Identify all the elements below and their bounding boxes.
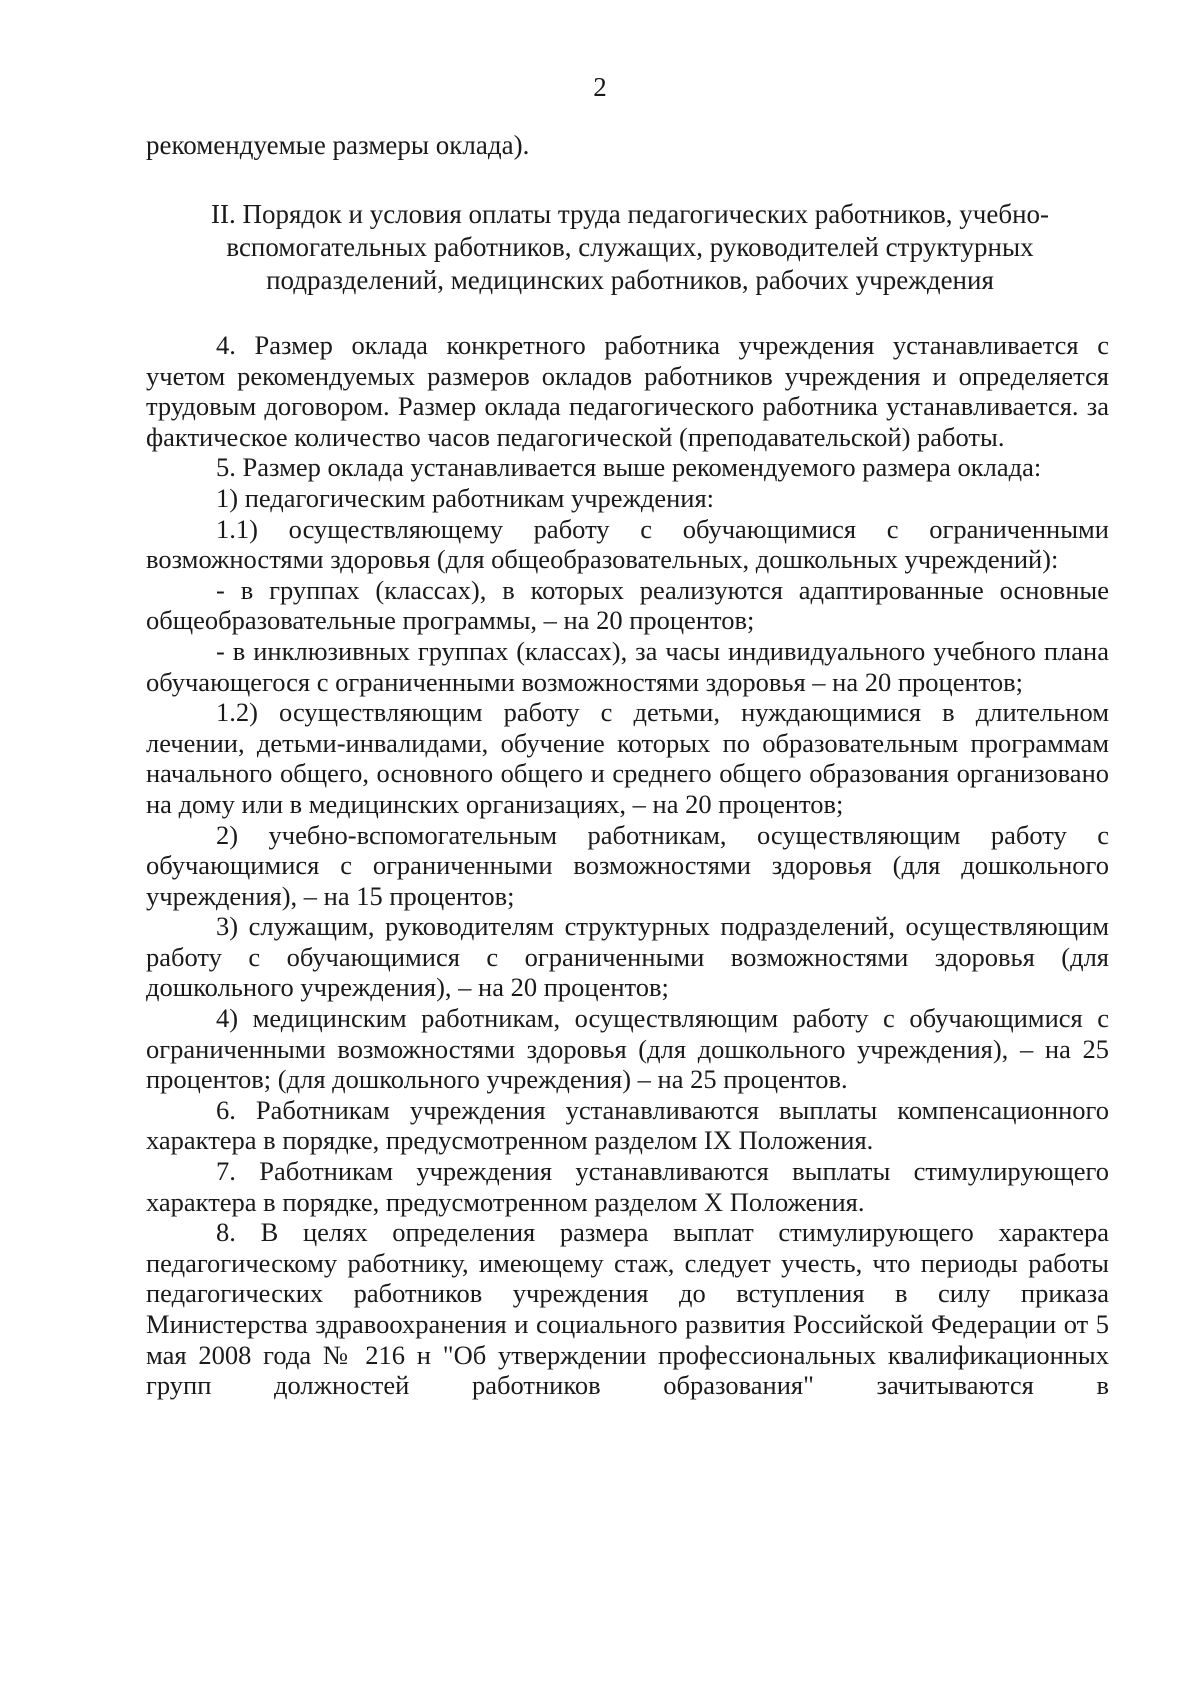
continued-text-fragment: рекомендуемые размеры оклада). — [146, 130, 530, 160]
paragraph-item-5: 5. Размер оклада устанавливается выше рекомендуемого размера оклада: — [216, 452, 1042, 483]
section-heading-line: подразделений, медицинских работников, рабочих учреждения — [266, 265, 994, 295]
paragraph-subitem-3: 3) служащим, руководителям структурных подразделений, осуществляющим работу с обучающимися с ограниченными возможностями здоровья (для дошкольного учреждения), – на 20 процентов; — [146, 911, 1109, 1003]
paragraph-subitem-1-1: 1.1) осуществляющему работу с обучающимися с ограниченными возможностями здоровья (для общеобразовательных, дошкольных учреждений): — [146, 513, 1109, 575]
paragraph-subitem-2: 2) учебно-вспомогательным работникам, осуществляющим работу с обучающимися с ограниченными возможностями здоровья (для дошкольного учреждения), – на 15 процентов; — [146, 819, 1109, 911]
paragraph-subitem-4: 4) медицинским работникам, осуществляющим работу с обучающимися с ограниченными возможностями здоровья (для дошкольного учреждения), – на 25 процентов; (для дошкольного учреждения) – на 25 процентов. — [146, 1003, 1109, 1095]
body-text — [146, 330, 1109, 1401]
paragraph-item-7: 7. Работникам учреждения устанавливаются выплаты стимулирующего характера в порядке, предусмотренном разделом X Положения. — [146, 1156, 1109, 1217]
paragraph-dash-groups: - в группах (классах), в которых реализуются адаптированные основные общеобразовательные программы, – на 20 процентов; — [146, 574, 1109, 636]
paragraph-item-4: 4. Размер оклада конкретного работника учреждения устанавливается с учетом рекомендуемых размеров окладов работников учреждения и определяется трудовым договором. Размер оклада педагогического работника устанавливается. за фактическое количество часов педагогической (преподавательской) работы. — [146, 330, 1109, 452]
paragraph-item-6: 6. Работникам учреждения устанавливаются выплаты компенсационного характера в порядке, предусмотренном разделом IX Положения. — [146, 1094, 1109, 1156]
paragraph-item-8: 8. В целях определения размера выплат стимулирующего характера педагогическому работнику, имеющему стаж, следует учесть, что периоды работы педагогических работников учреждения до вступления в силу приказа Министерства здравоохранения и социального развития Российской Федерации от 5 мая 2008 года № 216 н "Об утверждении профессиональных квалификационных групп должностей работников образования" зачитываются в — [146, 1217, 1109, 1401]
paragraph-dash-inclusive: - в инклюзивных группах (классах), за часы индивидуального учебного плана обучающегося с ограниченными возможностями здоровья – на 20 процентов; — [146, 635, 1109, 697]
page-number: 2 — [593, 72, 607, 102]
paragraph-subitem-1-2: 1.2) осуществляющим работу с детьми, нуждающимися в длительном лечении, детьми-инвалидами, обучение которых по образовательным программам начального общего, основного общего и среднего общего образования организовано на дому или в медицинских организациях, – на 20 процентов; — [146, 697, 1109, 819]
section-heading-line: вспомогательных работников, служащих, руководителей структурных — [226, 232, 1034, 262]
paragraph-subitem-1: 1) педагогическим работникам учреждения: — [216, 482, 715, 513]
section-heading — [160, 198, 1100, 297]
section-heading-line: II. Порядок и условия оплаты труда педагогических работников, учебно- — [210, 199, 1050, 229]
